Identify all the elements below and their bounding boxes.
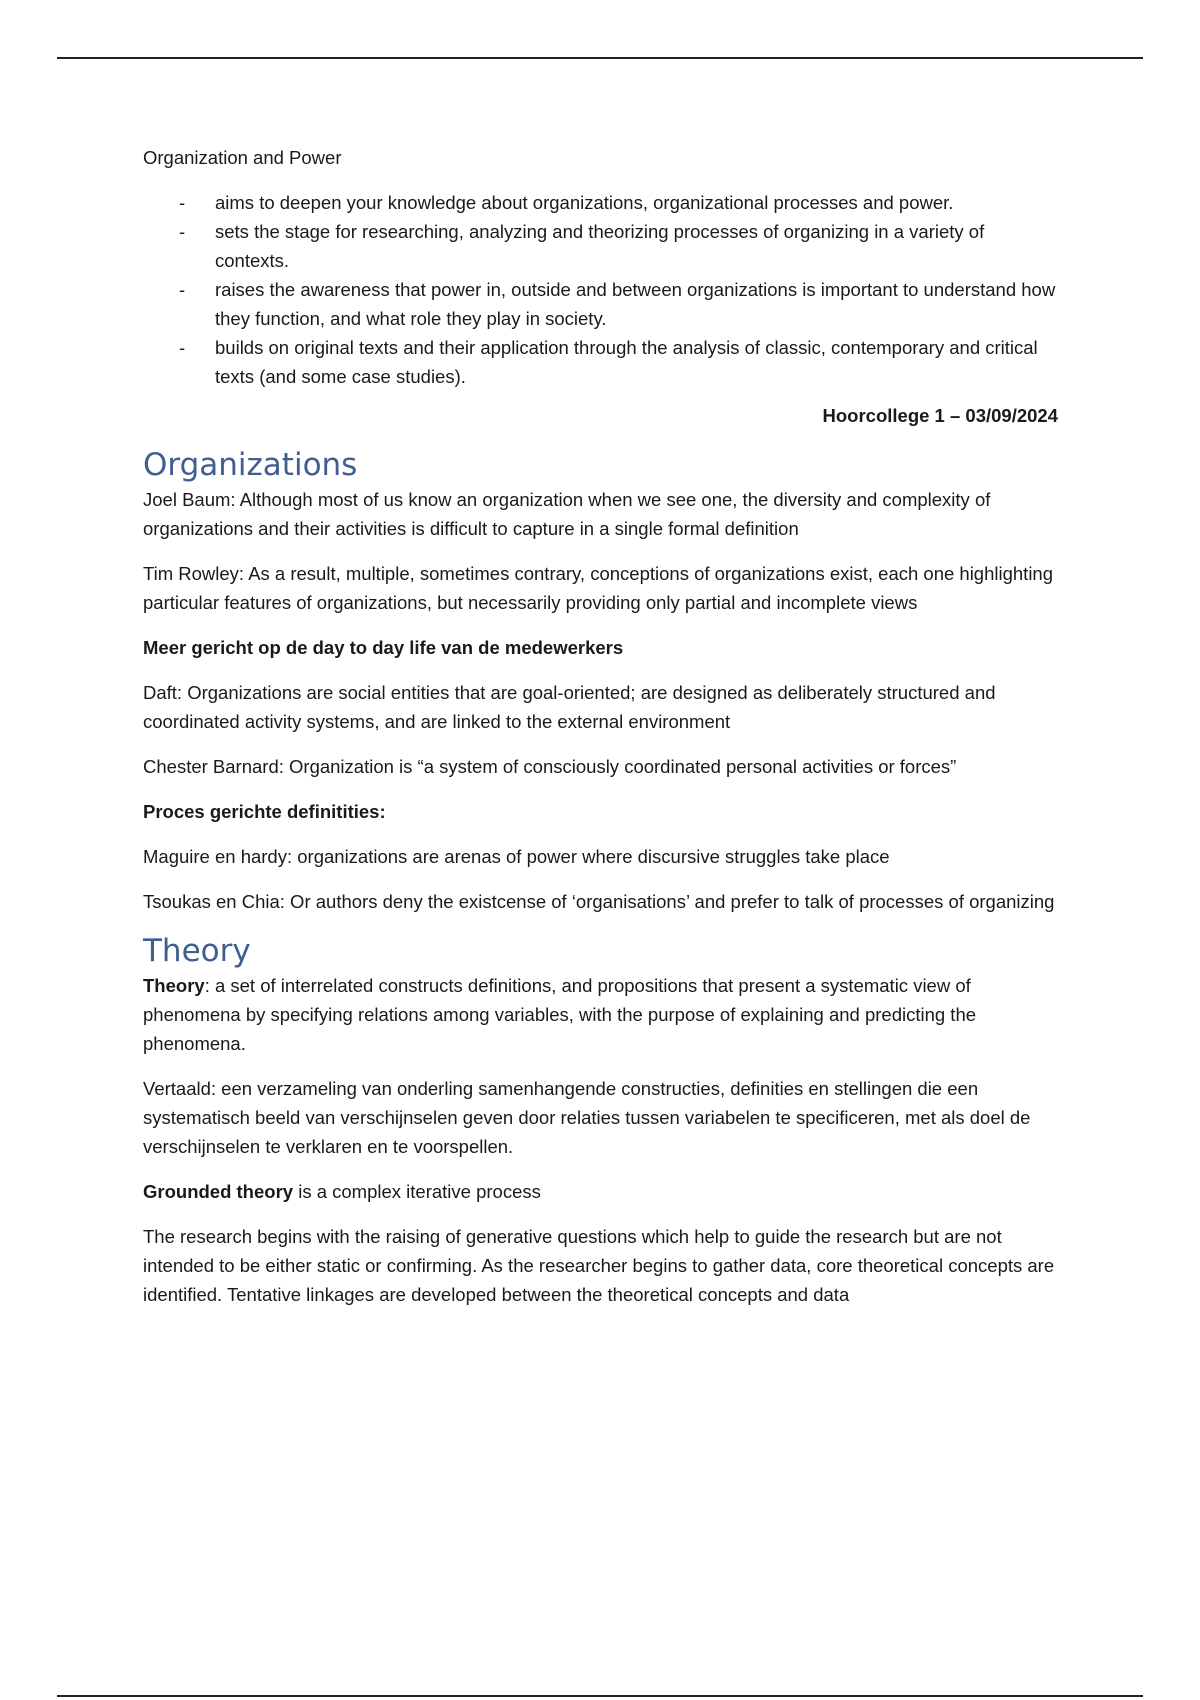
dash-bullet: -: [179, 337, 186, 358]
theory-definition: [143, 971, 1058, 1058]
organizations-heading: Organizations: [143, 447, 358, 483]
list-item: [143, 217, 1058, 275]
theory-translation: Vertaald: een verzameling van onderling samenhangende constructies, definities en stellingen die een systematisch beeld van verschijnselen geven door relaties tussen variabelen te specificeren, met als doel de verschijnselen te verklaren en te voorspellen.: [143, 1078, 1031, 1157]
grounded-theory-term: Grounded theory: [143, 1181, 294, 1202]
barnard-definition: Chester Barnard: Organization is “a system of consciously coordinated personal activities or forces”: [143, 756, 957, 777]
course-aims-list: [143, 188, 1058, 391]
top-rule: [57, 57, 1143, 59]
list-item: [143, 188, 1058, 217]
list-item-text: raises the awareness that power in, outside and between organizations is important to understand how they function, and what role they play in society.: [215, 279, 1056, 329]
grounded-theory-text: is a complex iterative process: [293, 1181, 541, 1202]
process-definitions-subheading: Proces gerichte definitities:: [143, 801, 386, 822]
tsoukas-chia-definition: Tsoukas en Chia: Or authors deny the existcense of ‘organisations’ and prefer to talk of processes of organizing: [143, 891, 1055, 912]
dash-bullet: -: [179, 279, 186, 300]
document-title: Organization and Power: [143, 147, 342, 168]
theory-term: Theory: [143, 975, 205, 996]
document-body: [143, 143, 1058, 1325]
bottom-rule: [57, 1695, 1143, 1697]
dash-bullet: -: [179, 192, 186, 213]
day-to-day-subheading: Meer gericht op de day to day life van de medewerkers: [143, 637, 624, 658]
tim-rowley-quote: Tim Rowley: As a result, multiple, sometimes contrary, conceptions of organizations exist, each one highlighting particular features of organizations, but necessarily providing only partial and incomplete views: [143, 563, 1054, 613]
daft-definition: Daft: Organizations are social entities that are goal-oriented; are designed as deliberately structured and coordinated activity systems, and are linked to the external environment: [143, 682, 996, 732]
maguire-hardy-definition: Maguire en hardy: organizations are arenas of power where discursive struggles take place: [143, 846, 890, 867]
grounded-theory-line: [143, 1177, 1058, 1206]
theory-definition-text: : a set of interrelated constructs definitions, and propositions that present a systematic view of phenomena by specifying relations among variables, with the purpose of explaining and predicting the phenomena.: [143, 975, 977, 1054]
list-item-text: builds on original texts and their application through the analysis of classic, contemporary and critical texts (and some case studies).: [215, 337, 1038, 387]
theory-heading: Theory: [143, 933, 251, 969]
joel-baum-quote: Joel Baum: Although most of us know an organization when we see one, the diversity and complexity of organizations and their activities is difficult to capture in a single formal definition: [143, 489, 991, 539]
dash-bullet: -: [179, 221, 186, 242]
list-item-text: aims to deepen your knowledge about organizations, organizational processes and power.: [215, 192, 954, 213]
list-item: [143, 275, 1058, 333]
lecture-date-label: Hoorcollege 1 – 03/09/2024: [822, 405, 1058, 426]
research-process-paragraph: The research begins with the raising of generative questions which help to guide the research but are not intended to be either static or confirming. As the researcher begins to gather data, core theoretical concepts are identified. Tentative linkages are developed between the theoretical concepts and data: [143, 1226, 1055, 1305]
list-item: [143, 333, 1058, 391]
list-item-text: sets the stage for researching, analyzing and theorizing processes of organizing in a variety of contexts.: [215, 221, 985, 271]
